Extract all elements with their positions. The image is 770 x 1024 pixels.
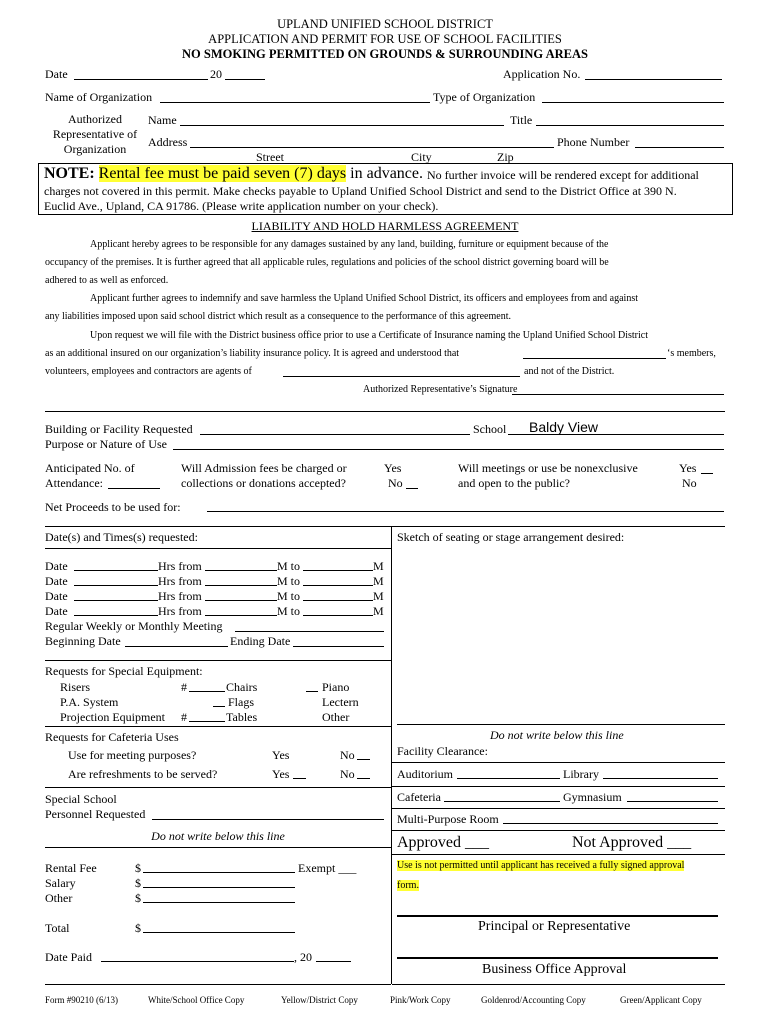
liability-p2-l2: any liabilities imposed upon said school district which result as a consequence to the performance of this agreement.: [45, 311, 511, 322]
chairs-hash: #: [181, 680, 187, 694]
date-row-m: M: [373, 604, 384, 618]
date-row-label: Date: [45, 559, 68, 573]
copy-goldenrod: Goldenrod/Accounting Copy: [481, 995, 586, 1005]
application-no-field[interactable]: [585, 79, 722, 80]
date-row-label: Date: [45, 589, 68, 603]
district-name: UPLAND UNIFIED SCHOOL DISTRICT: [277, 17, 493, 31]
attendance-label-1: Anticipated No. of: [45, 461, 135, 475]
salary-label: Salary: [45, 876, 76, 890]
auditorium-label: Auditorium: [397, 767, 453, 781]
section-divider: [45, 411, 725, 412]
bottom-right-line: [392, 984, 725, 985]
copy-green: Green/Applicant Copy: [620, 995, 702, 1005]
risers-option[interactable]: Risers: [60, 680, 90, 694]
building-field[interactable]: [200, 434, 470, 435]
copy-yellow: Yellow/District Copy: [281, 995, 358, 1005]
date-paid-year: , 20: [294, 950, 312, 964]
address-label: Address: [148, 135, 188, 149]
phone-field[interactable]: [635, 147, 724, 148]
cafeteria-top-line: [45, 726, 391, 727]
exempt-label[interactable]: Exempt ___: [298, 861, 357, 875]
beginning-date-field[interactable]: [125, 646, 228, 647]
date-row-to-field[interactable]: [303, 615, 373, 616]
admission-question-1: Will Admission fees be charged or: [181, 461, 347, 475]
facility-clearance-label: Facility Clearance:: [397, 744, 488, 758]
organization-label: Name of Organization: [45, 90, 153, 104]
salary-dollar: $: [135, 876, 141, 890]
pa-system-option[interactable]: P.A. System: [60, 695, 119, 709]
library-label: Library: [563, 767, 599, 781]
school-value[interactable]: Baldy View: [529, 419, 599, 435]
liability-p1-l1: Applicant hereby agrees to be responsible for any damages sustained by any land, building, furniture or equipment because of the: [90, 239, 609, 250]
gymnasium-field[interactable]: [627, 801, 718, 802]
copy-pink: Pink/Work Copy: [390, 995, 451, 1005]
city-caption: City: [411, 150, 432, 164]
warning-line-2: [397, 881, 419, 891]
year-prefix: 20: [210, 67, 222, 81]
principal-label: Principal or Representative: [478, 919, 631, 934]
date-row-from-field[interactable]: [205, 600, 277, 601]
other-fee-dollar: $: [135, 891, 141, 905]
date-row-to-field[interactable]: [303, 585, 373, 586]
note-highlight: Rental fee must be paid seven (7) days: [98, 165, 347, 182]
date-row-m: M: [373, 589, 384, 603]
date-row-m-to: M to: [277, 574, 301, 588]
note-line-1-rest: No further invoice will be rendered except for additional: [427, 168, 699, 182]
date-row-m: M: [373, 574, 384, 588]
date-paid-field[interactable]: [101, 961, 294, 962]
name-label: Name: [148, 113, 177, 127]
liability-p3-l3a: volunteers, employees and contractors are agents of: [45, 366, 252, 377]
auditorium-field[interactable]: [457, 778, 560, 779]
date-row-hrs-from: Hrs from: [158, 574, 202, 588]
purpose-label: Purpose or Nature of Use: [45, 437, 167, 451]
agents-of-field[interactable]: [283, 376, 520, 377]
multipurpose-field[interactable]: [503, 823, 718, 824]
warning-line-1: [397, 861, 684, 871]
business-office-label: Business Office Approval: [482, 962, 627, 977]
liability-p1-l2: occupancy of the premises. It is further agreed that all applicable rules, regulations and policies of the school district governing board will be: [45, 257, 609, 268]
rep-name-field[interactable]: [180, 125, 504, 126]
copy-white: White/School Office Copy: [148, 995, 245, 1005]
date-row-m-to: M to: [277, 559, 301, 573]
refreshments-yes[interactable]: Yes: [272, 767, 290, 781]
authorized-rep-label: Authorized Representative of Organization: [52, 112, 138, 156]
auditorium-line: [392, 786, 725, 787]
note-prefix: NOTE:: [44, 165, 95, 182]
date-row-date-field[interactable]: [74, 570, 158, 571]
address-field[interactable]: [190, 147, 554, 148]
sketch-label: Sketch of seating or stage arrangement desired:: [397, 530, 625, 544]
date-paid-label: Date Paid: [45, 950, 92, 964]
application-no-label: Application No.: [503, 67, 581, 81]
rental-fee-dollar: $: [135, 861, 141, 875]
dates-requested-label: Date(s) and Times(s) requested:: [45, 530, 198, 544]
date-row-from-field[interactable]: [205, 570, 277, 571]
note-in-advance: in advance.: [346, 165, 424, 182]
cafeteria-clearance-field[interactable]: [444, 801, 560, 802]
date-row-from-field[interactable]: [205, 585, 277, 586]
equipment-top-line: [45, 660, 391, 661]
admission-yes[interactable]: Yes: [384, 461, 402, 475]
bottom-left-line: [45, 984, 391, 985]
date-row-m-to: M to: [277, 589, 301, 603]
total-field[interactable]: [143, 932, 295, 933]
other-equipment-option[interactable]: Other: [322, 710, 350, 724]
do-not-write-left: Do not write below this line: [151, 829, 285, 843]
purpose-field[interactable]: [173, 449, 724, 450]
no-smoking-notice: NO SMOKING PERMITTED ON GROUNDS & SURROUNDING AREAS: [182, 47, 588, 61]
equipment-heading: Requests for Special Equipment:: [45, 664, 203, 678]
business-signature-line[interactable]: [397, 957, 718, 959]
schedule-top-line: [45, 526, 725, 527]
salary-field[interactable]: [143, 887, 295, 888]
date-row-from-field[interactable]: [205, 615, 277, 616]
piano-field[interactable]: [306, 691, 318, 692]
rep-title-field[interactable]: [536, 125, 724, 126]
total-dollar: $: [135, 921, 141, 935]
multipurpose-label: Multi-Purpose Room: [397, 812, 499, 826]
zip-caption: Zip: [497, 150, 514, 164]
meeting-purpose-no-field[interactable]: [357, 759, 370, 760]
cafeteria-clearance-label: Cafeteria: [397, 790, 441, 804]
principal-signature-line[interactable]: [397, 915, 718, 917]
other-fee-field[interactable]: [143, 902, 295, 903]
projection-option[interactable]: Projection Equipment: [60, 710, 165, 724]
note-line-1: [44, 166, 423, 182]
meetings-question-1: Will meetings or use be nonexclusive: [458, 461, 638, 475]
rental-fee-label: Rental Fee: [45, 861, 97, 875]
net-proceeds-field[interactable]: [207, 511, 724, 512]
admission-no[interactable]: No: [388, 476, 403, 490]
multipurpose-line: [392, 830, 725, 831]
sketch-area[interactable]: [395, 545, 725, 720]
note-line-3: Euclid Ave., Upland, CA 91786. (Please write application number on your check).: [44, 199, 439, 213]
net-proceeds-label: Net Proceeds to be used for:: [45, 500, 181, 514]
regular-meeting-field[interactable]: [235, 631, 384, 632]
meetings-question-2: and open to the public?: [458, 476, 570, 490]
special-school-label: Special School: [45, 792, 117, 806]
liability-heading: LIABILITY AND HOLD HARMLESS AGREEMENT: [251, 219, 519, 233]
signature-label: Authorized Representative’s Signature: [363, 384, 518, 395]
personnel-top-line: [45, 787, 391, 788]
clearance-line: [392, 762, 725, 763]
title-label: Title: [510, 113, 533, 127]
liability-p2-l1: Applicant further agrees to indemnify and save harmless the Upland Unified School District, its officers and employees from and against: [90, 293, 638, 304]
attendance-field[interactable]: [108, 488, 160, 489]
meetings-yes[interactable]: Yes: [679, 461, 697, 475]
regular-meeting-label: Regular Weekly or Monthly Meeting: [45, 619, 223, 633]
beginning-date-label: Beginning Date: [45, 634, 121, 648]
date-label: Date: [45, 67, 68, 81]
not-approved-option[interactable]: Not Approved ___: [572, 834, 692, 851]
gymnasium-label: Gymnasium: [563, 790, 622, 804]
date-row-to-field[interactable]: [303, 570, 373, 571]
refreshments-no-field[interactable]: [357, 778, 370, 779]
tables-hash: #: [181, 710, 187, 724]
building-label: Building or Facility Requested: [45, 422, 193, 436]
liability-p3-l2b: ‘s members,: [667, 348, 716, 359]
dates-label-underline: [45, 548, 391, 549]
meetings-no[interactable]: No: [682, 476, 697, 490]
date-row-date-field[interactable]: [74, 600, 158, 601]
meeting-purpose-no[interactable]: No: [340, 748, 355, 762]
date-row-to-field[interactable]: [303, 600, 373, 601]
piano-option[interactable]: Piano: [322, 680, 350, 694]
total-label: Total: [45, 921, 70, 935]
note-line-2: charges not covered in this permit. Make checks payable to Upland Unified School District and send to the District Office at 390 N.: [44, 184, 677, 198]
personnel-requested-label: Personnel Requested: [45, 807, 146, 821]
phone-label: Phone Number: [557, 135, 630, 149]
flags-field[interactable]: [213, 706, 225, 707]
form-number: Form #90210 (6/13): [45, 995, 118, 1005]
flags-option: Flags: [228, 695, 255, 709]
lectern-option[interactable]: Lectern: [322, 695, 359, 709]
do-not-write-right: Do not write below this line: [490, 728, 624, 742]
date-row-hrs-from: Hrs from: [158, 589, 202, 603]
other-fee-label: Other: [45, 891, 73, 905]
cafeteria-heading: Requests for Cafeteria Uses: [45, 730, 179, 744]
liability-p1-l3: adhered to as well as enforced.: [45, 275, 169, 286]
liability-p3-l2a: as an additional insured on our organization’s liability insurance policy. It is agreed and understood that: [45, 348, 460, 359]
date-row-hrs-from: Hrs from: [158, 604, 202, 618]
admission-question-2: collections or donations accepted?: [181, 476, 346, 490]
chairs-option: Chairs: [226, 680, 258, 694]
form-title: APPLICATION AND PERMIT FOR USE OF SCHOOL FACILITIES: [208, 32, 562, 46]
approval-line: [392, 854, 725, 855]
admission-no-field[interactable]: [406, 488, 418, 489]
date-row-m: M: [373, 559, 384, 573]
chairs-count-field[interactable]: [189, 691, 225, 692]
liability-p3-l3b: and not of the District.: [524, 366, 615, 377]
tables-count-field[interactable]: [189, 721, 225, 722]
personnel-field[interactable]: [152, 819, 384, 820]
organization-type-field[interactable]: [542, 102, 724, 103]
meeting-purpose-yes[interactable]: Yes: [272, 748, 290, 762]
column-divider: [391, 527, 392, 984]
date-row-label: Date: [45, 574, 68, 588]
approved-option[interactable]: Approved ___: [397, 834, 489, 851]
ending-date-field[interactable]: [293, 646, 384, 647]
org-members-field[interactable]: [523, 358, 666, 359]
organization-field[interactable]: [160, 102, 430, 103]
tables-option: Tables: [226, 710, 258, 724]
year-field[interactable]: [225, 79, 265, 80]
attendance-label-2: Attendance:: [45, 476, 103, 490]
fees-top-line: [45, 847, 391, 848]
library-field[interactable]: [603, 778, 718, 779]
date-field[interactable]: [74, 79, 208, 80]
warning-text-2: form.: [397, 880, 419, 891]
ending-date-label: Ending Date: [230, 634, 291, 648]
date-row-date-field[interactable]: [74, 585, 158, 586]
date-row-label: Date: [45, 604, 68, 618]
liability-p3-l1: Upon request we will file with the District business office prior to use a Certificate of Insurance naming the Upland Unified School District: [90, 330, 649, 341]
meeting-purpose-question: Use for meeting purposes?: [68, 748, 197, 762]
school-label: School: [473, 422, 507, 436]
office-use-line: [397, 724, 725, 725]
date-row-date-field[interactable]: [74, 615, 158, 616]
signature-field[interactable]: [512, 394, 724, 395]
street-caption: Street: [256, 150, 284, 164]
date-row-hrs-from: Hrs from: [158, 559, 202, 573]
rental-fee-field[interactable]: [143, 872, 295, 873]
warning-text-1: Use is not permitted until applicant has received a fully signed approval: [397, 860, 685, 871]
date-paid-year-field[interactable]: [316, 961, 351, 962]
cafeteria-line: [392, 808, 725, 809]
organization-type-label: Type of Organization: [433, 90, 536, 104]
date-row-m-to: M to: [277, 604, 301, 618]
refreshments-question: Are refreshments to be served?: [68, 767, 218, 781]
meetings-yes-field[interactable]: [701, 473, 713, 474]
refreshments-yes-field[interactable]: [293, 778, 306, 779]
refreshments-no[interactable]: No: [340, 767, 355, 781]
